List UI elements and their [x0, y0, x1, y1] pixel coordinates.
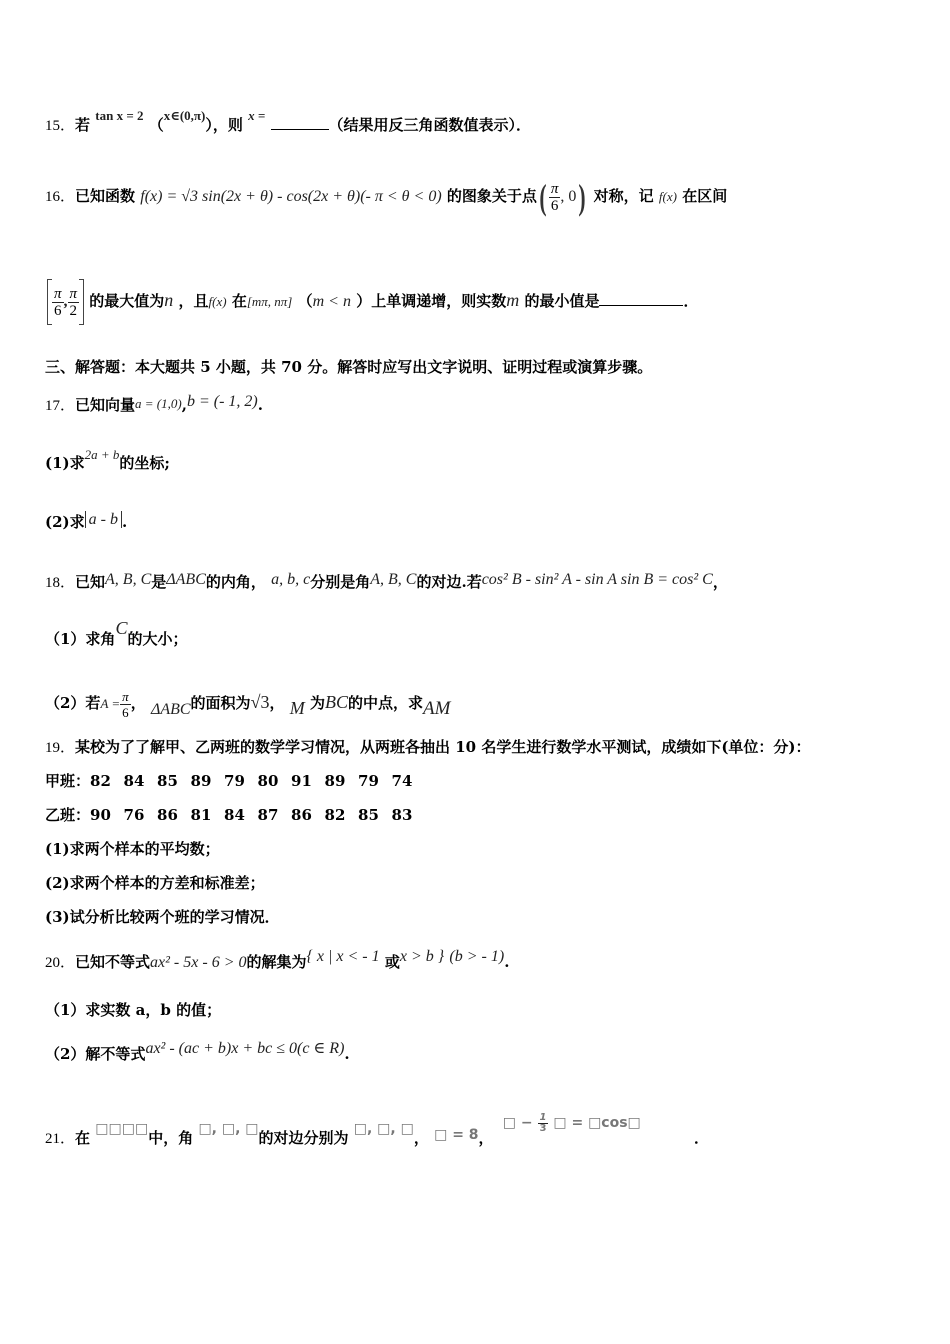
q15-x-equals: x = — [248, 108, 266, 123]
q17-part-1 — [45, 447, 170, 474]
q15-text: 若 — [75, 116, 91, 134]
q16-m: m — [506, 290, 520, 310]
q16-m-lt-n: m < n — [312, 293, 351, 310]
q19-text: 某校为了了解甲、乙两班的数学学习情况，从两班各抽出 10 名学生进行数学水平测试，成绩如下(单位：分)： — [75, 738, 811, 756]
q18-part-2 — [45, 682, 450, 724]
q16-text-2: 的图象关于点 — [446, 187, 537, 205]
q16-line-1 — [45, 168, 727, 225]
q17-vector-b: b = (- 1, 2) — [186, 393, 258, 410]
q21-text-1: 在 — [75, 1129, 91, 1147]
q17-p2-tail: . — [121, 513, 128, 531]
q17-number: 17． — [45, 398, 76, 414]
q21-cond-a: □ − — [502, 1115, 533, 1131]
q20-p2-label: （2）解不等式 — [45, 1045, 146, 1063]
q16-text-7: 在 — [231, 292, 247, 310]
q16-text-4: 在区间 — [682, 187, 728, 205]
q20-p2-expr: ax² - (ac + b)x + bc ≤ 0(c ∈ R) — [145, 1040, 345, 1057]
class-b-score: 84 — [224, 806, 245, 824]
q21-text-4: ， — [413, 1129, 429, 1147]
q16-text-8: （ — [297, 292, 313, 310]
q20-p2-dot: . — [344, 1045, 350, 1063]
q18-text-1: 已知 — [75, 573, 106, 591]
class-a-score: 74 — [391, 772, 413, 790]
q16-interval-end — [68, 286, 80, 319]
q20-dot: . — [504, 953, 510, 971]
q17-vector-a: a = (1,0) — [135, 396, 182, 411]
q20-set-right: x > b } — [399, 948, 445, 965]
q19-number: 19． — [45, 740, 76, 756]
q16-text-5: 的最大值为 — [89, 292, 165, 310]
q18-p2-m: M — [289, 698, 305, 718]
q20-text-1: 已知不等式 — [75, 953, 151, 971]
q16-text-10: 的最小值是 — [524, 292, 600, 310]
q16-number: 16． — [45, 189, 76, 205]
q16-point-paren-right: ) — [578, 177, 587, 217]
q20-condition: (b > - 1) — [449, 948, 505, 965]
q21-cond-den: 3 — [539, 1122, 547, 1134]
class-b-score: 86 — [291, 806, 312, 824]
q19-class-a-scores — [90, 772, 425, 790]
q20-or: 或 — [384, 953, 400, 971]
q16-point-num: π — [550, 180, 559, 197]
q21-cond-b: □ = □cos□ — [553, 1115, 641, 1131]
q19-class-a-row — [45, 771, 425, 791]
q21-sides-placeholder: □, □, □ — [353, 1121, 414, 1137]
q18-p2-fraction — [120, 689, 131, 720]
class-b-score: 90 — [90, 806, 111, 824]
q18-p2-den: 6 — [122, 704, 129, 720]
class-a-score: 89 — [324, 772, 346, 790]
q16-point-den: 6 — [550, 197, 559, 214]
q18-text-3: 的内角， — [205, 573, 266, 591]
q21-text-5: ， — [478, 1129, 494, 1147]
class-b-score: 81 — [190, 806, 212, 824]
q16-text-6: ，且 — [178, 292, 209, 310]
class-a-score: 79 — [358, 772, 379, 790]
class-a-score: 82 — [90, 772, 111, 790]
class-a-score: 84 — [123, 772, 145, 790]
q16-text-11: ． — [683, 292, 699, 310]
class-a-score: 79 — [224, 772, 245, 790]
q18-text-5: 的对边.若 — [416, 573, 482, 591]
q16-interval-end-den: 2 — [69, 302, 78, 319]
q16-point-fraction — [549, 181, 561, 214]
q21-triangle-placeholder: □□□□ — [95, 1121, 149, 1137]
q16-interval-start — [52, 286, 64, 319]
q21-line — [45, 1111, 710, 1150]
q16-interval-start-num: π — [54, 285, 62, 302]
q16-text-9: ）上单调递增，则实数 — [356, 292, 507, 310]
q17-p2-expr — [85, 511, 122, 528]
q18-p1-tail: 的大小； — [127, 630, 188, 648]
q15-domain: x∈(0,π) — [163, 108, 206, 123]
q17-p1-expr: 2a + b — [84, 447, 120, 462]
q17-p2-label: (2)求 — [45, 513, 85, 531]
q17-p1-tail: 的坐标; — [119, 454, 170, 472]
q19-line — [45, 737, 811, 758]
q19-class-b-label: 乙班： — [45, 806, 91, 824]
q15-tail: （结果用反三角函数值表示）． — [328, 116, 532, 134]
q17-text: 已知向量 — [75, 396, 136, 414]
q15-answer-blank[interactable] — [271, 115, 329, 130]
q17-line — [45, 395, 263, 416]
q18-p2-am: AM — [422, 698, 451, 719]
q18-text-4: 分别是角 — [310, 573, 371, 591]
q17-p1-label: (1)求 — [45, 454, 85, 472]
class-b-score: 83 — [391, 806, 413, 824]
q17-part-2 — [45, 512, 127, 533]
q21-condition-placeholder — [502, 1111, 641, 1134]
class-a-score: 89 — [190, 772, 212, 790]
q15-tan-equation: tan x = 2 — [95, 108, 144, 123]
q18-p2-a: A = — [100, 696, 121, 711]
q18-p2-triangle: ΔABC — [150, 701, 191, 718]
q18-p2-num: π — [122, 688, 129, 704]
q18-angles: A, B, C — [105, 571, 152, 588]
q16-text-3: 对称，记 — [593, 187, 654, 205]
q20-inequality: ax² - 5x - 6 > 0 — [150, 954, 247, 971]
q21-text-3: 的对边分别为 — [258, 1129, 349, 1147]
q20-number: 20． — [45, 955, 76, 971]
q20-text-2: 的解集为 — [246, 953, 307, 971]
class-a-score: 80 — [257, 772, 279, 790]
q16-answer-blank[interactable] — [599, 291, 683, 306]
q18-p2-label: （2）若 — [45, 694, 101, 712]
q20-set-left: { x | x < - 1 — [306, 948, 380, 965]
q21-angles-placeholder: □, □, □ — [198, 1121, 259, 1137]
q15-number: 15． — [45, 118, 76, 134]
q16-point-y: , 0 — [560, 188, 577, 205]
q18-equation: cos² B - sin² A - sin A sin B = cos² C — [481, 571, 713, 588]
q21-cond-fraction — [538, 1113, 549, 1134]
q18-p2-bc: BC — [324, 692, 348, 712]
q16-point-paren-left: ( — [539, 177, 547, 217]
q20-line — [45, 948, 510, 973]
q16-interval-comma: , — [63, 293, 68, 310]
q19-part-3: (3)试分析比较两个班的学习情况． — [45, 908, 280, 926]
q16-n: n — [164, 290, 174, 310]
q16-text-1: 已知函数 — [75, 187, 136, 205]
q19-class-b-row — [45, 805, 425, 825]
q21-side-value-placeholder: □ = 8 — [434, 1127, 479, 1143]
q18-p2-area: √3 — [250, 692, 270, 712]
q18-text-6: ， — [712, 573, 728, 591]
q18-part-1 — [45, 618, 188, 649]
q17-dot: . — [257, 396, 263, 414]
q16-interval-2: [mπ, nπ] — [246, 294, 293, 309]
q15-close-text: ），则 — [205, 116, 243, 134]
class-a-score: 85 — [157, 772, 178, 790]
class-b-score: 86 — [157, 806, 178, 824]
q18-angles-2: A, B, C — [370, 571, 417, 588]
q15-open-paren: （ — [148, 116, 164, 134]
q18-p2-t2: 的面积为 — [190, 694, 251, 712]
q21-text-2: 中，角 — [148, 1129, 194, 1147]
q18-number: 18． — [45, 575, 76, 591]
q17-p2-expr-text: a - b — [88, 511, 118, 528]
q16-interval-end-num: π — [69, 285, 78, 302]
class-b-score: 85 — [358, 806, 379, 824]
q18-p1-label: （1）求角 — [45, 630, 116, 648]
q18-sides: a, b, c — [271, 571, 311, 588]
q18-p2-t4: 为 — [309, 694, 325, 712]
q16-fx-2: f(x) — [208, 294, 227, 309]
q18-p2-t1: ， — [130, 694, 146, 712]
q16-line-2 — [47, 275, 699, 327]
q19-class-a-label: 甲班： — [45, 772, 91, 790]
q18-p1-c: C — [115, 618, 128, 638]
q20-part-1: （1）求实数 a，b 的值； — [45, 1001, 222, 1019]
q15-line — [45, 108, 532, 136]
q21-cond-num: 1 — [539, 1111, 547, 1123]
q18-line — [45, 572, 728, 593]
class-a-score: 91 — [291, 772, 312, 790]
q18-triangle: ΔABC — [166, 571, 206, 588]
q21-number: 21． — [45, 1131, 76, 1147]
q18-p2-t3: ， — [269, 694, 285, 712]
q20-part-2 — [45, 1040, 350, 1065]
q16-interval-bracket-right — [79, 279, 84, 325]
q17-comma: , — [181, 396, 187, 414]
class-b-score: 76 — [123, 806, 145, 824]
q21-text-6: ． — [694, 1129, 710, 1147]
q18-p2-t5: 的中点，求 — [347, 694, 423, 712]
q19-part-2: (2)求两个样本的方差和标准差； — [45, 874, 265, 892]
section-3-heading: 三、解答题：本大题共 5 小题，共 70 分。解答时应写出文字说明、证明过程或演算步骤。 — [45, 358, 653, 376]
class-b-score: 87 — [257, 806, 279, 824]
q18-text-2: 是 — [151, 573, 167, 591]
q16-function: f(x) = √3 sin(2x + θ) - cos(2x + θ)(- π < θ < 0) — [140, 188, 442, 205]
q19-part-1: (1)求两个样本的平均数； — [45, 840, 220, 858]
q19-class-b-scores — [90, 806, 425, 824]
class-b-score: 82 — [324, 806, 346, 824]
q16-interval-start-den: 6 — [54, 302, 62, 319]
q16-fx: f(x) — [658, 189, 677, 204]
